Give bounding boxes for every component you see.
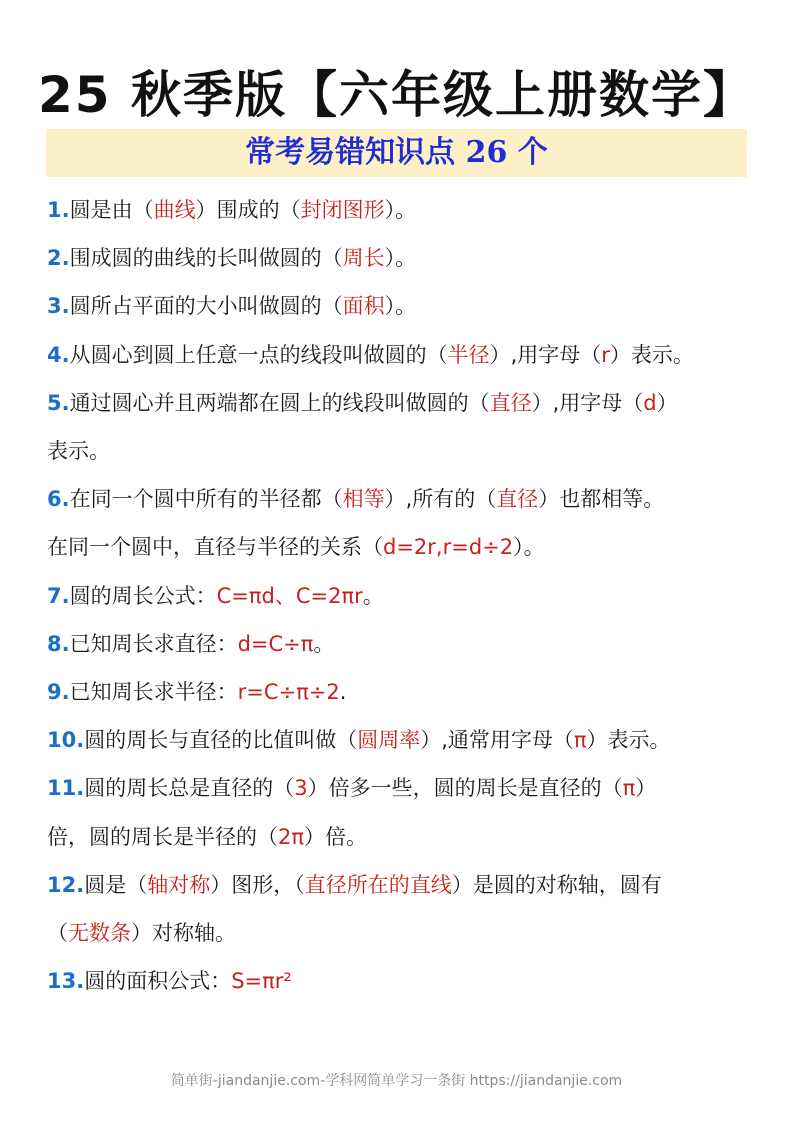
item-text: ）。 xyxy=(513,535,545,560)
item-text: ）表示。 xyxy=(609,342,694,367)
answer-text: 2π xyxy=(278,824,305,849)
answer-text: r xyxy=(601,342,610,367)
knowledge-point xyxy=(47,620,755,668)
item-number: 11. xyxy=(47,776,85,801)
knowledge-point xyxy=(47,475,755,523)
answer-text: 曲线 xyxy=(153,198,196,222)
subtitle-banner xyxy=(46,129,747,177)
answer-text: 直径所在的直线 xyxy=(304,872,452,897)
answer-text: 圆周率 xyxy=(357,728,421,753)
item-text: ）。 xyxy=(384,198,417,222)
answer-text: π xyxy=(622,776,636,801)
item-text: 圆的周长公式： xyxy=(69,583,217,608)
answer-text: r=C÷π÷2 xyxy=(237,680,340,705)
answer-text: 半径 xyxy=(447,342,490,367)
item-number: 10. xyxy=(47,728,85,753)
item-text: 圆所占平面的大小叫做圆的（ xyxy=(69,294,343,319)
knowledge-point xyxy=(47,379,755,427)
answer-text: 无数条 xyxy=(68,921,131,946)
subtitle: 常考易错知识点 26 个 xyxy=(245,135,548,170)
item-number: 2. xyxy=(47,246,70,271)
answer-text: 直径 xyxy=(496,487,539,512)
item-text: ）是圆的对称轴，圆有 xyxy=(451,872,662,897)
answer-text: d=C÷π xyxy=(237,631,314,656)
item-number: 1. xyxy=(47,198,70,222)
answer-text: π xyxy=(573,728,587,753)
item-text: ）。 xyxy=(384,294,417,319)
item-text: 圆是（ xyxy=(84,872,148,897)
item-number: 7. xyxy=(47,583,70,608)
item-number: 8. xyxy=(47,631,70,656)
item-text: （ xyxy=(47,921,68,946)
knowledge-point-continuation xyxy=(47,813,755,861)
answer-text: C=πd、C=2πr xyxy=(216,583,363,608)
answer-text: 直径 xyxy=(489,390,532,415)
item-text: ）,所有的（ xyxy=(384,487,497,512)
answer-text: 轴对称 xyxy=(147,872,211,897)
knowledge-point xyxy=(47,234,755,282)
item-text: ）表示。 xyxy=(586,728,671,753)
item-text: ）倍。 xyxy=(304,824,368,849)
answer-text: d=2r,r=d÷2 xyxy=(383,535,514,560)
knowledge-point xyxy=(47,861,755,909)
item-number: 9. xyxy=(47,680,70,705)
item-text: 。 xyxy=(313,631,335,656)
item-text: 通过圆心并且两端都在圆上的线段叫做圆的（ xyxy=(69,390,490,415)
item-text: 在同一个圆中，直径与半径的关系（ xyxy=(47,535,383,560)
knowledge-point-continuation xyxy=(47,427,755,475)
item-text: ）图形，（ xyxy=(210,872,305,897)
item-text: 围成圆的曲线的长叫做圆的（ xyxy=(69,246,343,271)
item-text: ）倍多一些，圆的周长是直径的（ xyxy=(307,776,623,801)
item-text: ）对称轴。 xyxy=(131,921,236,946)
knowledge-point xyxy=(47,282,755,330)
answer-text: 3 xyxy=(294,776,308,801)
knowledge-point xyxy=(47,331,755,379)
item-number: 12. xyxy=(47,872,85,897)
item-text: . xyxy=(339,680,347,705)
item-text: ） xyxy=(635,776,657,801)
answer-text: 封闭图形 xyxy=(300,198,385,222)
knowledge-point-list xyxy=(47,186,755,1005)
item-text: 。 xyxy=(362,583,384,608)
item-number: 4. xyxy=(47,342,70,367)
item-text: 圆是由（ xyxy=(69,198,154,222)
answer-text: 面积 xyxy=(342,294,385,319)
item-text: ）,用字母（ xyxy=(489,342,602,367)
item-text: ）,用字母（ xyxy=(531,390,644,415)
item-number: 13. xyxy=(47,969,85,994)
item-text: ）也都相等。 xyxy=(538,487,665,512)
answer-text: S=πr² xyxy=(231,969,292,994)
item-text: 已知周长求半径： xyxy=(69,680,238,705)
item-text: 表示。 xyxy=(47,439,110,464)
knowledge-point-continuation xyxy=(47,909,755,957)
item-text: ）。 xyxy=(384,246,417,271)
item-text: 圆的周长与直径的比值叫做（ xyxy=(84,728,358,753)
item-text: 圆的面积公式： xyxy=(84,969,232,994)
answer-text: d xyxy=(643,390,657,415)
knowledge-point xyxy=(47,186,755,234)
item-text: 圆的周长总是直径的（ xyxy=(84,776,295,801)
knowledge-point xyxy=(47,957,755,1005)
answer-text: 周长 xyxy=(342,246,385,271)
footer-source: 简单街-jiandanjie.com-学科网简单学习一条街 https://jiandanjie.com xyxy=(170,1073,623,1089)
item-text: 已知周长求直径： xyxy=(69,631,238,656)
item-number: 3. xyxy=(47,294,70,319)
item-text: ） xyxy=(656,390,678,415)
knowledge-point xyxy=(47,716,755,764)
item-number: 6. xyxy=(47,487,70,512)
item-text: 从圆心到圆上任意一点的线段叫做圆的（ xyxy=(69,342,448,367)
item-text: ）,通常用字母（ xyxy=(420,728,574,753)
page-title: 25 秋季版【六年级上册数学】 xyxy=(38,66,755,124)
knowledge-point-continuation xyxy=(47,523,755,571)
item-text: 倍，圆的周长是半径的（ xyxy=(47,824,278,849)
item-number: 5. xyxy=(47,390,70,415)
knowledge-point xyxy=(47,668,755,716)
knowledge-point xyxy=(47,764,755,812)
knowledge-point xyxy=(47,572,755,620)
answer-text: 相等 xyxy=(342,487,385,512)
item-text: ）围成的（ xyxy=(195,198,301,222)
item-text: 在同一个圆中所有的半径都（ xyxy=(69,487,343,512)
